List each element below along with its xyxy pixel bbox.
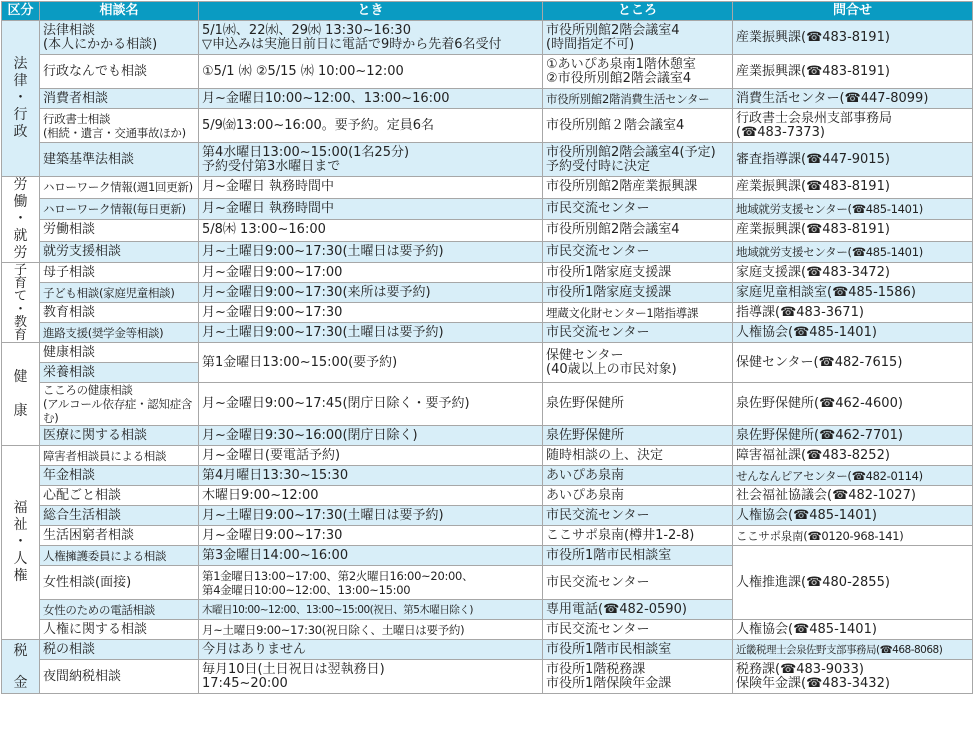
row-name: ハローワーク情報(週1回更新) bbox=[40, 177, 199, 199]
row-name: 人権に関する相談 bbox=[40, 620, 199, 640]
row-contact: 近畿税理士会泉佐野支部事務局(☎468-8068) bbox=[733, 640, 973, 660]
header-when: とき bbox=[199, 2, 543, 21]
row-where: 市民交流センター bbox=[543, 323, 733, 343]
row-when: 月~金曜日 執務時間中 bbox=[199, 177, 543, 199]
row-contact: 行政書士会泉州支部事務局 (☎483-7373) bbox=[733, 109, 973, 143]
row-contact: 地域就労支援センター(☎485-1401) bbox=[733, 198, 973, 220]
row-contact: 税務課(☎483-9033) 保険年金課(☎483-3432) bbox=[733, 660, 973, 694]
table-row bbox=[2, 640, 973, 660]
row-contact: 人権推進課(☎480-2855) bbox=[733, 546, 973, 620]
row-where: あいぴあ泉南 bbox=[543, 466, 733, 486]
row-name: 栄養相談 bbox=[40, 363, 199, 383]
consultation-table bbox=[1, 1, 973, 694]
row-when: 5/9㈮13:00~16:00。要予約。定員6名 bbox=[199, 109, 543, 143]
row-contact: ここサポ泉南(☎0120-968-141) bbox=[733, 526, 973, 546]
row-when: 月~金曜日9:00~17:30(来所は要予約) bbox=[199, 283, 543, 303]
table-row bbox=[2, 383, 973, 426]
row-where: 随時相談の上、決定 bbox=[543, 446, 733, 466]
row-name: 人権擁護委員による相談 bbox=[40, 546, 199, 566]
row-when: 第3金曜日14:00~16:00 bbox=[199, 546, 543, 566]
row-where: 市役所別館２階会議室4 bbox=[543, 109, 733, 143]
row-contact: 泉佐野保健所(☎462-7701) bbox=[733, 426, 973, 446]
row-name: 夜間納税相談 bbox=[40, 660, 199, 694]
row-when: 月~土曜日9:00~17:30(祝日除く、土曜日は要予約) bbox=[199, 620, 543, 640]
row-where: 市役所1階家庭支援課 bbox=[543, 283, 733, 303]
row-where: 市民交流センター bbox=[543, 198, 733, 220]
row-when: 月~土曜日9:00~17:30(土曜日は要予約) bbox=[199, 241, 543, 263]
table-row bbox=[2, 177, 973, 199]
row-when: 月~金曜日9:00~17:30 bbox=[199, 526, 543, 546]
table-row bbox=[2, 446, 973, 466]
table-row bbox=[2, 303, 973, 323]
table-row bbox=[2, 109, 973, 143]
row-name: 健康相談 bbox=[40, 343, 199, 363]
row-contact: 産業振興課(☎483-8191) bbox=[733, 177, 973, 199]
row-contact: せんなんピアセンター(☎482-0114) bbox=[733, 466, 973, 486]
row-name: 総合生活相談 bbox=[40, 506, 199, 526]
row-contact: 指導課(☎483-3671) bbox=[733, 303, 973, 323]
table-row bbox=[2, 283, 973, 303]
header-contact: 問合せ bbox=[733, 2, 973, 21]
row-when: 第4水曜日13:00~15:00(1名25分) 予約受付第3水曜日まで bbox=[199, 143, 543, 177]
row-when: 5/1㈬、22㈬、29㈬ 13:30~16:30 ▽申込みは実施日前日に電話で9時から先着6名受付 bbox=[199, 21, 543, 55]
row-contact: 泉佐野保健所(☎462-4600) bbox=[733, 383, 973, 426]
row-contact: 産業振興課(☎483-8191) bbox=[733, 21, 973, 55]
row-where: 市役所別館2階消費生活センター bbox=[543, 89, 733, 109]
row-where: あいぴあ泉南 bbox=[543, 486, 733, 506]
table-row bbox=[2, 466, 973, 486]
row-when: 第4月曜日13:30~15:30 bbox=[199, 466, 543, 486]
table-row bbox=[2, 143, 973, 177]
row-contact: 産業振興課(☎483-8191) bbox=[733, 55, 973, 89]
row-where: 市役所別館2階会議室4(予定) 予約受付時に決定 bbox=[543, 143, 733, 177]
row-contact: 地域就労支援センター(☎485-1401) bbox=[733, 241, 973, 263]
row-name: 母子相談 bbox=[40, 263, 199, 283]
category-welfare-rights: 福 祉 ・ 人 権 bbox=[2, 446, 40, 640]
row-where: 市役所別館2階産業振興課 bbox=[543, 177, 733, 199]
row-name: 就労支援相談 bbox=[40, 241, 199, 263]
row-name: 女性相談(面接) bbox=[40, 566, 199, 600]
row-where: 市役所1階家庭支援課 bbox=[543, 263, 733, 283]
table-row bbox=[2, 660, 973, 694]
row-where: 市役所1階市民相談室 bbox=[543, 640, 733, 660]
row-name: 行政書士相談 (相続・遺言・交通事故ほか) bbox=[40, 109, 199, 143]
table-row bbox=[2, 21, 973, 55]
row-when: 5/8㈭ 13:00~16:00 bbox=[199, 220, 543, 242]
row-when: 月~金曜日9:00~17:00 bbox=[199, 263, 543, 283]
row-contact: 障害福祉課(☎483-8252) bbox=[733, 446, 973, 466]
table-row bbox=[2, 546, 973, 566]
row-when: 月~金曜日 執務時間中 bbox=[199, 198, 543, 220]
row-name: 心配ごと相談 bbox=[40, 486, 199, 506]
row-where: 専用電話(☎482-0590) bbox=[543, 600, 733, 620]
row-name: 消費者相談 bbox=[40, 89, 199, 109]
row-when: 月~金曜日10:00~12:00、13:00~16:00 bbox=[199, 89, 543, 109]
row-contact: 保健センター(☎482-7615) bbox=[733, 343, 973, 383]
table-row bbox=[2, 506, 973, 526]
row-where: 市民交流センター bbox=[543, 566, 733, 600]
row-when: 月~土曜日9:00~17:30(土曜日は要予約) bbox=[199, 323, 543, 343]
table-row bbox=[2, 526, 973, 546]
table-row bbox=[2, 343, 973, 363]
row-contact: 人権協会(☎485-1401) bbox=[733, 620, 973, 640]
row-name: 税の相談 bbox=[40, 640, 199, 660]
row-where: 市民交流センター bbox=[543, 506, 733, 526]
row-when: 月~金曜日(要電話予約) bbox=[199, 446, 543, 466]
row-name: 障害者相談員による相談 bbox=[40, 446, 199, 466]
table-row bbox=[2, 323, 973, 343]
table-row bbox=[2, 198, 973, 220]
category-health: 健 康 bbox=[2, 343, 40, 446]
row-where: 市民交流センター bbox=[543, 241, 733, 263]
row-name: 生活困窮者相談 bbox=[40, 526, 199, 546]
row-where: 保健センター (40歳以上の市民対象) bbox=[543, 343, 733, 383]
row-when: 月~金曜日9:30~16:00(閉庁日除く) bbox=[199, 426, 543, 446]
row-name: 教育相談 bbox=[40, 303, 199, 323]
table-row bbox=[2, 55, 973, 89]
row-where: 埋蔵文化財センター1階指導課 bbox=[543, 303, 733, 323]
row-contact: 産業振興課(☎483-8191) bbox=[733, 220, 973, 242]
row-when: 第1金曜日13:00~17:00、第2火曜日16:00~20:00、 第4金曜日10:00~12:00、13:00~15:00 bbox=[199, 566, 543, 600]
row-where: 市役所別館2階会議室4 bbox=[543, 220, 733, 242]
row-where: 泉佐野保健所 bbox=[543, 383, 733, 426]
row-name: ハローワーク情報(毎日更新) bbox=[40, 198, 199, 220]
category-childcare-education: 子 育 て ・ 教 育 bbox=[2, 263, 40, 343]
row-name: 労働相談 bbox=[40, 220, 199, 242]
header-name: 相談名 bbox=[40, 2, 199, 21]
table-row bbox=[2, 220, 973, 242]
row-contact: 人権協会(☎485-1401) bbox=[733, 506, 973, 526]
row-when: 毎月10日(土日祝日は翌執務日) 17:45~20:00 bbox=[199, 660, 543, 694]
row-contact: 社会福祉協議会(☎482-1027) bbox=[733, 486, 973, 506]
header-category: 区分 bbox=[2, 2, 40, 21]
row-when: 今月はありません bbox=[199, 640, 543, 660]
row-where: ここサポ泉南(樽井1-2-8) bbox=[543, 526, 733, 546]
row-name: 年金相談 bbox=[40, 466, 199, 486]
category-labor: 労 働 ・ 就 労 bbox=[2, 177, 40, 263]
row-contact: 家庭児童相談室(☎485-1586) bbox=[733, 283, 973, 303]
row-contact: 審査指導課(☎447-9015) bbox=[733, 143, 973, 177]
row-where: 市役所別館2階会議室4 (時間指定不可) bbox=[543, 21, 733, 55]
table-row bbox=[2, 426, 973, 446]
row-when: 木曜日9:00~12:00 bbox=[199, 486, 543, 506]
row-name: こころの健康相談 (アルコール依存症・認知症含む) bbox=[40, 383, 199, 426]
row-name: 女性のための電話相談 bbox=[40, 600, 199, 620]
row-name: 建築基準法相談 bbox=[40, 143, 199, 177]
row-where: 市役所1階税務課 市役所1階保険年金課 bbox=[543, 660, 733, 694]
row-where: 市役所1階市民相談室 bbox=[543, 546, 733, 566]
row-when: ①5/1 ㈬ ②5/15 ㈬ 10:00~12:00 bbox=[199, 55, 543, 89]
header-where: ところ bbox=[543, 2, 733, 21]
category-law-admin: 法 律 ・ 行 政 bbox=[2, 21, 40, 177]
row-where: 泉佐野保健所 bbox=[543, 426, 733, 446]
row-when: 第1金曜日13:00~15:00(要予約) bbox=[199, 343, 543, 383]
table-row bbox=[2, 89, 973, 109]
category-tax: 税 金 bbox=[2, 640, 40, 694]
row-contact: 家庭支援課(☎483-3472) bbox=[733, 263, 973, 283]
row-when: 月~金曜日9:00~17:30 bbox=[199, 303, 543, 323]
table-header-row bbox=[2, 2, 973, 21]
row-name: 進路支援(奨学金等相談) bbox=[40, 323, 199, 343]
table-row bbox=[2, 241, 973, 263]
row-when: 月~金曜日9:00~17:45(閉庁日除く・要予約) bbox=[199, 383, 543, 426]
table-row bbox=[2, 486, 973, 506]
row-when: 木曜日10:00~12:00、13:00~15:00(祝日、第5木曜日除く) bbox=[199, 600, 543, 620]
row-name: 行政なんでも相談 bbox=[40, 55, 199, 89]
row-where: 市民交流センター bbox=[543, 620, 733, 640]
row-name: 子ども相談(家庭児童相談) bbox=[40, 283, 199, 303]
row-name: 医療に関する相談 bbox=[40, 426, 199, 446]
row-where: ①あいぴあ泉南1階休憩室 ②市役所別館2階会議室4 bbox=[543, 55, 733, 89]
table-row bbox=[2, 620, 973, 640]
table-row bbox=[2, 263, 973, 283]
row-contact: 消費生活センター(☎447-8099) bbox=[733, 89, 973, 109]
row-contact: 人権協会(☎485-1401) bbox=[733, 323, 973, 343]
row-when: 月~土曜日9:00~17:30(土曜日は要予約) bbox=[199, 506, 543, 526]
row-name: 法律相談 (本人にかかる相談) bbox=[40, 21, 199, 55]
